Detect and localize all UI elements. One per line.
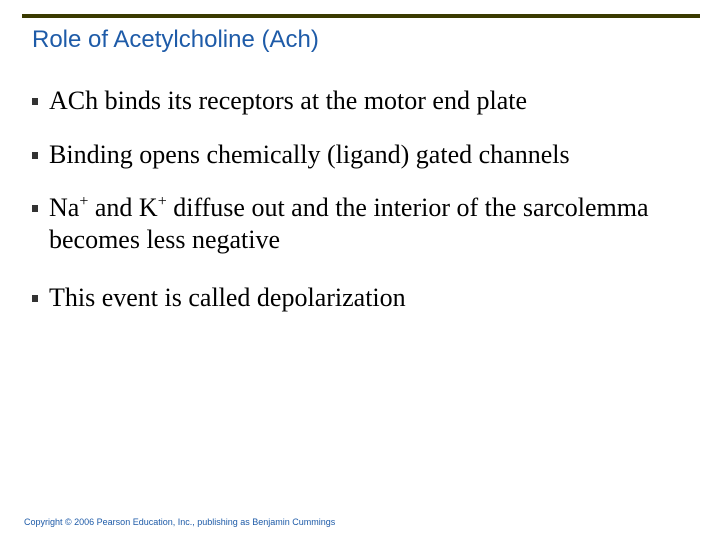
bullet-text-rest: diffuse out and the interior of the sarcolemma becomes less negative [49, 193, 649, 254]
bullet-item [32, 192, 692, 256]
bullet-square-icon [32, 152, 38, 159]
potassium-label: and K [88, 193, 158, 222]
slide-title: Role of Acetylcholine (Ach) [32, 26, 319, 53]
sodium-charge: + [79, 193, 89, 210]
sodium-label: Na [49, 193, 80, 222]
potassium-charge: + [157, 193, 167, 210]
bullet-text [49, 192, 692, 256]
bullet-square-icon [32, 295, 38, 302]
bullet-square-icon [32, 205, 38, 212]
bullet-square-icon [32, 98, 38, 105]
bullet-item [32, 139, 692, 171]
bullet-text: This event is called depolarization [49, 283, 406, 312]
bullet-text: ACh binds its receptors at the motor end plate [49, 86, 528, 115]
bullet-item [32, 85, 692, 117]
top-rule [22, 14, 700, 18]
bullet-text: Binding opens chemically (ligand) gated channels [49, 140, 570, 169]
bullet-item [32, 282, 692, 314]
copyright-footer: Copyright © 2006 Pearson Education, Inc., publishing as Benjamin Cummings [24, 517, 336, 527]
